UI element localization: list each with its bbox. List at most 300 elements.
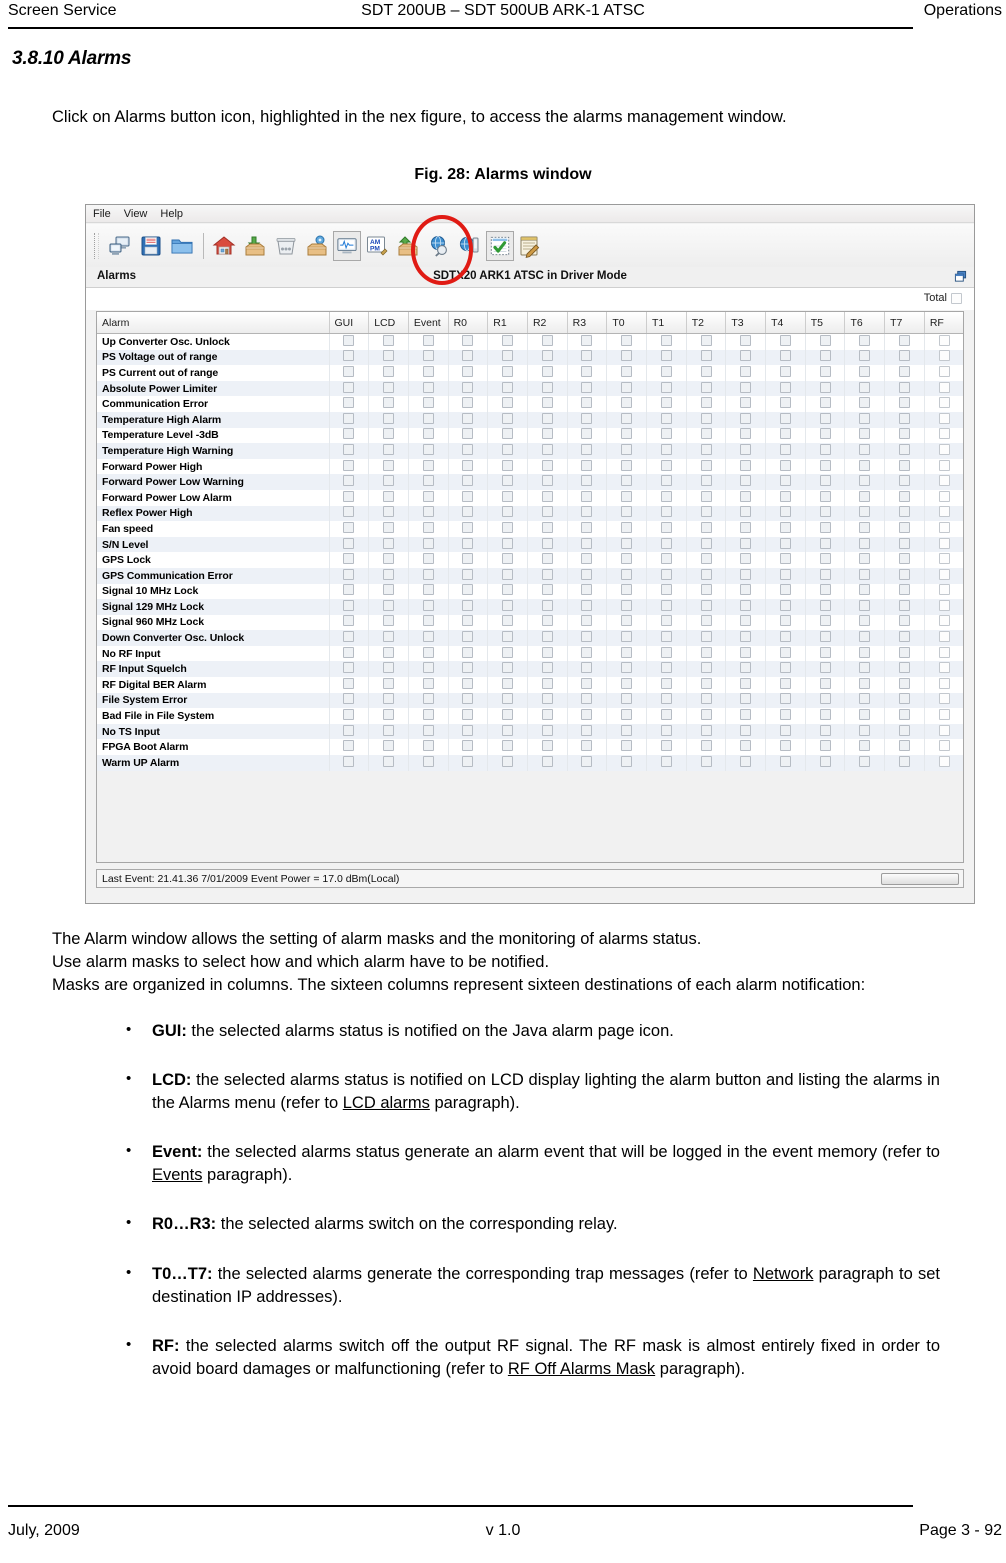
mask-checkbox[interactable] <box>502 584 513 595</box>
alarm-mask-cell-gui[interactable] <box>329 490 369 506</box>
alarm-mask-cell-t1[interactable] <box>647 661 687 677</box>
alarm-mask-cell-gui[interactable] <box>329 506 369 522</box>
mask-checkbox[interactable] <box>899 693 910 704</box>
mask-checkbox[interactable] <box>859 647 870 658</box>
mask-checkbox[interactable] <box>343 460 354 471</box>
alarm-mask-cell-t5[interactable] <box>805 724 845 740</box>
mask-checkbox[interactable] <box>423 584 434 595</box>
mask-checkbox[interactable] <box>780 631 791 642</box>
mask-checkbox[interactable] <box>423 382 434 393</box>
mask-checkbox[interactable] <box>859 740 870 751</box>
mask-checkbox[interactable] <box>502 335 513 346</box>
alarm-mask-cell-t7[interactable] <box>885 506 925 522</box>
mask-checkbox[interactable] <box>423 678 434 689</box>
mask-checkbox[interactable] <box>899 444 910 455</box>
alarm-mask-cell-r3[interactable] <box>567 739 607 755</box>
mask-checkbox[interactable] <box>343 397 354 408</box>
table-row[interactable] <box>97 630 964 646</box>
alarm-mask-cell-r3[interactable] <box>567 708 607 724</box>
alarm-mask-cell-gui[interactable] <box>329 474 369 490</box>
alarm-mask-cell-t2[interactable] <box>686 365 726 381</box>
alarm-mask-cell-r0[interactable] <box>448 443 488 459</box>
mask-checkbox[interactable] <box>502 647 513 658</box>
mask-checkbox[interactable] <box>343 553 354 564</box>
alarm-mask-cell-t1[interactable] <box>647 755 687 771</box>
mask-checkbox[interactable] <box>542 460 553 471</box>
mask-checkbox[interactable] <box>740 678 751 689</box>
alarm-mask-cell-r2[interactable] <box>527 521 567 537</box>
alarm-mask-cell-event[interactable] <box>408 552 448 568</box>
mask-checkbox[interactable] <box>939 709 950 720</box>
alarm-mask-cell-t0[interactable] <box>607 490 647 506</box>
mask-checkbox[interactable] <box>939 756 950 767</box>
menu-item-help[interactable]: Help <box>160 207 184 220</box>
mask-checkbox[interactable] <box>661 662 672 673</box>
alarm-mask-cell-t0[interactable] <box>607 474 647 490</box>
alarm-mask-cell-rf[interactable] <box>924 474 964 490</box>
mask-checkbox[interactable] <box>899 678 910 689</box>
alarm-mask-cell-r1[interactable] <box>488 396 528 412</box>
mask-checkbox[interactable] <box>740 475 751 486</box>
table-row[interactable] <box>97 537 964 553</box>
alarm-mask-cell-t5[interactable] <box>805 334 845 350</box>
alarm-mask-cell-rf[interactable] <box>924 755 964 771</box>
mask-checkbox[interactable] <box>899 569 910 580</box>
mask-checkbox[interactable] <box>581 725 592 736</box>
mask-checkbox[interactable] <box>859 522 870 533</box>
mask-checkbox[interactable] <box>462 693 473 704</box>
alarm-mask-cell-t7[interactable] <box>885 599 925 615</box>
mask-checkbox[interactable] <box>820 382 831 393</box>
alarm-mask-cell-rf[interactable] <box>924 615 964 631</box>
mask-checkbox[interactable] <box>621 335 632 346</box>
total-checkbox[interactable] <box>951 293 962 304</box>
cross-reference-link[interactable]: Network <box>752 1264 814 1283</box>
alarm-mask-cell-t6[interactable] <box>845 615 885 631</box>
mask-checkbox[interactable] <box>502 506 513 517</box>
alarm-mask-cell-gui[interactable] <box>329 693 369 709</box>
mask-checkbox[interactable] <box>423 647 434 658</box>
alarm-mask-cell-rf[interactable] <box>924 537 964 553</box>
alarm-mask-cell-r0[interactable] <box>448 630 488 646</box>
mask-checkbox[interactable] <box>383 444 394 455</box>
mask-checkbox[interactable] <box>581 444 592 455</box>
alarm-mask-cell-t2[interactable] <box>686 615 726 631</box>
table-row[interactable] <box>97 739 964 755</box>
mask-checkbox[interactable] <box>820 491 831 502</box>
alarm-mask-cell-r1[interactable] <box>488 739 528 755</box>
mask-checkbox[interactable] <box>701 740 712 751</box>
mask-checkbox[interactable] <box>661 475 672 486</box>
mask-checkbox[interactable] <box>502 413 513 424</box>
mask-checkbox[interactable] <box>621 428 632 439</box>
alarm-mask-cell-r1[interactable] <box>488 615 528 631</box>
alarm-mask-cell-r0[interactable] <box>448 428 488 444</box>
mask-checkbox[interactable] <box>661 631 672 642</box>
alarm-mask-cell-lcd[interactable] <box>369 661 409 677</box>
mask-checkbox[interactable] <box>383 709 394 720</box>
alarm-mask-cell-event[interactable] <box>408 630 448 646</box>
alarm-mask-cell-t1[interactable] <box>647 428 687 444</box>
mask-checkbox[interactable] <box>423 460 434 471</box>
mask-checkbox[interactable] <box>899 350 910 361</box>
mask-checkbox[interactable] <box>820 693 831 704</box>
mask-checkbox[interactable] <box>343 382 354 393</box>
mask-checkbox[interactable] <box>740 397 751 408</box>
alarm-mask-cell-gui[interactable] <box>329 708 369 724</box>
alarm-mask-cell-lcd[interactable] <box>369 615 409 631</box>
export-box-icon[interactable] <box>393 229 423 263</box>
mask-checkbox[interactable] <box>542 631 553 642</box>
mask-checkbox[interactable] <box>939 506 950 517</box>
mask-checkbox[interactable] <box>859 693 870 704</box>
alarm-mask-cell-rf[interactable] <box>924 661 964 677</box>
mask-checkbox[interactable] <box>343 740 354 751</box>
alarm-mask-cell-r0[interactable] <box>448 490 488 506</box>
alarm-mask-cell-r0[interactable] <box>448 568 488 584</box>
alarm-mask-cell-r2[interactable] <box>527 396 567 412</box>
mask-checkbox[interactable] <box>383 475 394 486</box>
restore-window-icon[interactable] <box>954 270 967 288</box>
alarm-mask-cell-r0[interactable] <box>448 412 488 428</box>
alarm-mask-cell-t3[interactable] <box>726 755 766 771</box>
alarm-mask-cell-r2[interactable] <box>527 365 567 381</box>
alarm-mask-cell-t4[interactable] <box>766 552 806 568</box>
mask-checkbox[interactable] <box>383 538 394 549</box>
alarm-mask-cell-r3[interactable] <box>567 724 607 740</box>
mask-checkbox[interactable] <box>502 553 513 564</box>
mask-checkbox[interactable] <box>581 397 592 408</box>
mask-checkbox[interactable] <box>859 709 870 720</box>
mask-checkbox[interactable] <box>423 631 434 642</box>
mask-checkbox[interactable] <box>820 600 831 611</box>
alarm-mask-cell-t4[interactable] <box>766 584 806 600</box>
alarm-mask-cell-t6[interactable] <box>845 521 885 537</box>
mask-checkbox[interactable] <box>939 553 950 564</box>
mask-checkbox[interactable] <box>581 693 592 704</box>
mask-checkbox[interactable] <box>939 428 950 439</box>
mask-checkbox[interactable] <box>740 382 751 393</box>
mask-checkbox[interactable] <box>502 600 513 611</box>
alarm-mask-cell-r2[interactable] <box>527 646 567 662</box>
mask-checkbox[interactable] <box>581 600 592 611</box>
alarm-mask-cell-t2[interactable] <box>686 334 726 350</box>
alarm-mask-cell-r1[interactable] <box>488 521 528 537</box>
table-row[interactable] <box>97 568 964 584</box>
alarm-mask-cell-t2[interactable] <box>686 521 726 537</box>
alarm-mask-cell-t4[interactable] <box>766 365 806 381</box>
column-header-r2[interactable]: R2 <box>527 312 567 334</box>
alarm-mask-cell-r3[interactable] <box>567 615 607 631</box>
alarm-mask-cell-t5[interactable] <box>805 584 845 600</box>
save-floppy-icon[interactable] <box>136 229 166 263</box>
alarm-mask-cell-t1[interactable] <box>647 739 687 755</box>
mask-checkbox[interactable] <box>780 725 791 736</box>
mask-checkbox[interactable] <box>621 413 632 424</box>
alarm-mask-cell-lcd[interactable] <box>369 381 409 397</box>
alarm-mask-cell-t3[interactable] <box>726 428 766 444</box>
mask-checkbox[interactable] <box>661 428 672 439</box>
mask-checkbox[interactable] <box>820 615 831 626</box>
alarm-mask-cell-rf[interactable] <box>924 584 964 600</box>
mask-checkbox[interactable] <box>343 538 354 549</box>
mask-checkbox[interactable] <box>581 631 592 642</box>
mask-checkbox[interactable] <box>701 647 712 658</box>
mask-checkbox[interactable] <box>423 366 434 377</box>
alarm-mask-cell-r3[interactable] <box>567 381 607 397</box>
alarm-mask-cell-t6[interactable] <box>845 568 885 584</box>
alarm-mask-cell-t4[interactable] <box>766 381 806 397</box>
alarm-mask-cell-rf[interactable] <box>924 630 964 646</box>
mask-checkbox[interactable] <box>859 366 870 377</box>
mask-checkbox[interactable] <box>859 756 870 767</box>
mask-checkbox[interactable] <box>621 522 632 533</box>
mask-checkbox[interactable] <box>621 709 632 720</box>
mask-checkbox[interactable] <box>780 444 791 455</box>
alarm-mask-cell-r3[interactable] <box>567 459 607 475</box>
mask-checkbox[interactable] <box>343 413 354 424</box>
alarm-mask-cell-r0[interactable] <box>448 661 488 677</box>
mask-checkbox[interactable] <box>661 366 672 377</box>
mask-checkbox[interactable] <box>701 444 712 455</box>
mask-checkbox[interactable] <box>502 366 513 377</box>
alarm-mask-cell-rf[interactable] <box>924 412 964 428</box>
mask-checkbox[interactable] <box>939 584 950 595</box>
table-row[interactable] <box>97 396 964 412</box>
column-header-lcd[interactable]: LCD <box>369 312 409 334</box>
alarm-mask-cell-t6[interactable] <box>845 396 885 412</box>
mask-checkbox[interactable] <box>661 740 672 751</box>
column-header-t3[interactable]: T3 <box>726 312 766 334</box>
alarm-mask-cell-t5[interactable] <box>805 599 845 615</box>
alarm-mask-cell-r2[interactable] <box>527 537 567 553</box>
mask-checkbox[interactable] <box>343 615 354 626</box>
alarm-mask-cell-t6[interactable] <box>845 755 885 771</box>
alarm-mask-cell-t2[interactable] <box>686 506 726 522</box>
mask-checkbox[interactable] <box>621 569 632 580</box>
mask-checkbox[interactable] <box>701 584 712 595</box>
mask-checkbox[interactable] <box>542 444 553 455</box>
mask-checkbox[interactable] <box>621 615 632 626</box>
mask-checkbox[interactable] <box>661 397 672 408</box>
alarm-mask-cell-r1[interactable] <box>488 708 528 724</box>
alarm-mask-cell-t0[interactable] <box>607 755 647 771</box>
globe-search-icon[interactable] <box>424 229 454 263</box>
mask-checkbox[interactable] <box>820 709 831 720</box>
alarm-mask-cell-t5[interactable] <box>805 506 845 522</box>
alarm-mask-cell-t3[interactable] <box>726 334 766 350</box>
mask-checkbox[interactable] <box>820 428 831 439</box>
mask-checkbox[interactable] <box>621 756 632 767</box>
mask-checkbox[interactable] <box>621 693 632 704</box>
mask-checkbox[interactable] <box>740 647 751 658</box>
alarm-mask-cell-t5[interactable] <box>805 693 845 709</box>
mask-checkbox[interactable] <box>423 709 434 720</box>
alarm-mask-cell-t5[interactable] <box>805 474 845 490</box>
alarm-mask-cell-t7[interactable] <box>885 693 925 709</box>
alarm-mask-cell-t3[interactable] <box>726 677 766 693</box>
alarm-mask-cell-t1[interactable] <box>647 537 687 553</box>
alarm-mask-cell-t7[interactable] <box>885 584 925 600</box>
mask-checkbox[interactable] <box>939 662 950 673</box>
mask-checkbox[interactable] <box>701 460 712 471</box>
mask-checkbox[interactable] <box>939 335 950 346</box>
alarm-mask-cell-lcd[interactable] <box>369 693 409 709</box>
alarm-mask-cell-t4[interactable] <box>766 615 806 631</box>
mask-checkbox[interactable] <box>740 553 751 564</box>
mask-checkbox[interactable] <box>423 553 434 564</box>
mask-checkbox[interactable] <box>343 756 354 767</box>
mask-checkbox[interactable] <box>581 475 592 486</box>
alarm-mask-cell-t0[interactable] <box>607 537 647 553</box>
alarm-mask-cell-r2[interactable] <box>527 412 567 428</box>
alarm-mask-cell-t4[interactable] <box>766 521 806 537</box>
alarm-mask-cell-t4[interactable] <box>766 474 806 490</box>
alarm-mask-cell-t7[interactable] <box>885 755 925 771</box>
mask-checkbox[interactable] <box>899 397 910 408</box>
alarm-mask-cell-rf[interactable] <box>924 677 964 693</box>
mask-checkbox[interactable] <box>462 756 473 767</box>
mask-checkbox[interactable] <box>383 647 394 658</box>
upload-box-icon[interactable] <box>240 229 270 263</box>
mask-checkbox[interactable] <box>780 569 791 580</box>
mask-checkbox[interactable] <box>621 584 632 595</box>
alarm-mask-cell-t3[interactable] <box>726 630 766 646</box>
alarm-mask-cell-t2[interactable] <box>686 630 726 646</box>
alarm-mask-cell-t0[interactable] <box>607 615 647 631</box>
column-header-t2[interactable]: T2 <box>686 312 726 334</box>
mask-checkbox[interactable] <box>383 382 394 393</box>
column-header-r1[interactable]: R1 <box>488 312 528 334</box>
alarm-mask-cell-event[interactable] <box>408 365 448 381</box>
mask-checkbox[interactable] <box>423 740 434 751</box>
alarm-mask-cell-r3[interactable] <box>567 443 607 459</box>
mask-checkbox[interactable] <box>859 553 870 564</box>
mask-checkbox[interactable] <box>939 538 950 549</box>
table-row[interactable] <box>97 459 964 475</box>
alarm-mask-cell-rf[interactable] <box>924 568 964 584</box>
alarm-mask-cell-event[interactable] <box>408 646 448 662</box>
alarm-mask-cell-t0[interactable] <box>607 568 647 584</box>
alarm-mask-cell-r1[interactable] <box>488 568 528 584</box>
column-header-t5[interactable]: T5 <box>805 312 845 334</box>
mask-checkbox[interactable] <box>383 491 394 502</box>
alarm-mask-cell-t0[interactable] <box>607 459 647 475</box>
mask-checkbox[interactable] <box>462 444 473 455</box>
alarm-mask-cell-r3[interactable] <box>567 693 607 709</box>
mask-checkbox[interactable] <box>740 631 751 642</box>
alarm-mask-cell-gui[interactable] <box>329 661 369 677</box>
alarm-mask-cell-t2[interactable] <box>686 677 726 693</box>
alarm-mask-cell-t1[interactable] <box>647 677 687 693</box>
alarm-mask-cell-lcd[interactable] <box>369 708 409 724</box>
mask-checkbox[interactable] <box>820 413 831 424</box>
mask-checkbox[interactable] <box>661 335 672 346</box>
alarm-mask-cell-t5[interactable] <box>805 490 845 506</box>
mask-checkbox[interactable] <box>740 584 751 595</box>
mask-checkbox[interactable] <box>899 647 910 658</box>
mask-checkbox[interactable] <box>701 506 712 517</box>
table-row[interactable] <box>97 693 964 709</box>
mask-checkbox[interactable] <box>740 335 751 346</box>
column-header-t0[interactable]: T0 <box>607 312 647 334</box>
alarm-mask-cell-r3[interactable] <box>567 396 607 412</box>
mask-checkbox[interactable] <box>383 678 394 689</box>
alarm-mask-cell-t7[interactable] <box>885 396 925 412</box>
alarm-mask-cell-r2[interactable] <box>527 584 567 600</box>
alarm-mask-cell-lcd[interactable] <box>369 739 409 755</box>
alarm-mask-cell-gui[interactable] <box>329 739 369 755</box>
mask-checkbox[interactable] <box>820 397 831 408</box>
table-row[interactable] <box>97 552 964 568</box>
mask-checkbox[interactable] <box>661 584 672 595</box>
alarm-mask-cell-event[interactable] <box>408 521 448 537</box>
globe-network-icon[interactable] <box>455 229 485 263</box>
mask-checkbox[interactable] <box>462 428 473 439</box>
mask-checkbox[interactable] <box>899 709 910 720</box>
mask-checkbox[interactable] <box>343 647 354 658</box>
mask-checkbox[interactable] <box>462 460 473 471</box>
am-pm-icon[interactable] <box>362 229 392 263</box>
alarm-mask-cell-lcd[interactable] <box>369 365 409 381</box>
mask-checkbox[interactable] <box>462 725 473 736</box>
alarm-mask-cell-t0[interactable] <box>607 365 647 381</box>
alarm-mask-cell-r3[interactable] <box>567 661 607 677</box>
mask-checkbox[interactable] <box>621 506 632 517</box>
alarm-mask-cell-r3[interactable] <box>567 365 607 381</box>
alarm-mask-cell-t4[interactable] <box>766 646 806 662</box>
mask-checkbox[interactable] <box>740 428 751 439</box>
alarm-mask-cell-r2[interactable] <box>527 630 567 646</box>
mask-checkbox[interactable] <box>780 615 791 626</box>
alarm-mask-cell-t3[interactable] <box>726 661 766 677</box>
mask-checkbox[interactable] <box>701 366 712 377</box>
mask-checkbox[interactable] <box>343 444 354 455</box>
mask-checkbox[interactable] <box>581 428 592 439</box>
alarm-mask-cell-rf[interactable] <box>924 459 964 475</box>
mask-checkbox[interactable] <box>581 740 592 751</box>
mask-checkbox[interactable] <box>502 569 513 580</box>
alarm-mask-cell-lcd[interactable] <box>369 537 409 553</box>
alarm-mask-cell-t4[interactable] <box>766 693 806 709</box>
alarm-mask-cell-r2[interactable] <box>527 474 567 490</box>
alarm-mask-cell-t1[interactable] <box>647 708 687 724</box>
mask-checkbox[interactable] <box>621 350 632 361</box>
mask-checkbox[interactable] <box>423 662 434 673</box>
mask-checkbox[interactable] <box>939 522 950 533</box>
mask-checkbox[interactable] <box>423 491 434 502</box>
alarm-mask-cell-r1[interactable] <box>488 646 528 662</box>
alarm-mask-cell-r3[interactable] <box>567 630 607 646</box>
mask-checkbox[interactable] <box>859 350 870 361</box>
alarm-mask-cell-rf[interactable] <box>924 693 964 709</box>
alarm-mask-cell-r1[interactable] <box>488 428 528 444</box>
mask-checkbox[interactable] <box>939 693 950 704</box>
alarm-mask-cell-lcd[interactable] <box>369 755 409 771</box>
alarm-mask-cell-t2[interactable] <box>686 584 726 600</box>
table-row[interactable] <box>97 381 964 397</box>
alarm-mask-cell-t2[interactable] <box>686 568 726 584</box>
mask-checkbox[interactable] <box>939 413 950 424</box>
mask-checkbox[interactable] <box>581 413 592 424</box>
alarm-mask-cell-t1[interactable] <box>647 350 687 366</box>
table-row[interactable] <box>97 506 964 522</box>
alarm-mask-cell-t2[interactable] <box>686 474 726 490</box>
alarm-mask-cell-t3[interactable] <box>726 474 766 490</box>
mask-checkbox[interactable] <box>939 460 950 471</box>
mask-checkbox[interactable] <box>542 382 553 393</box>
alarm-mask-cell-t0[interactable] <box>607 521 647 537</box>
